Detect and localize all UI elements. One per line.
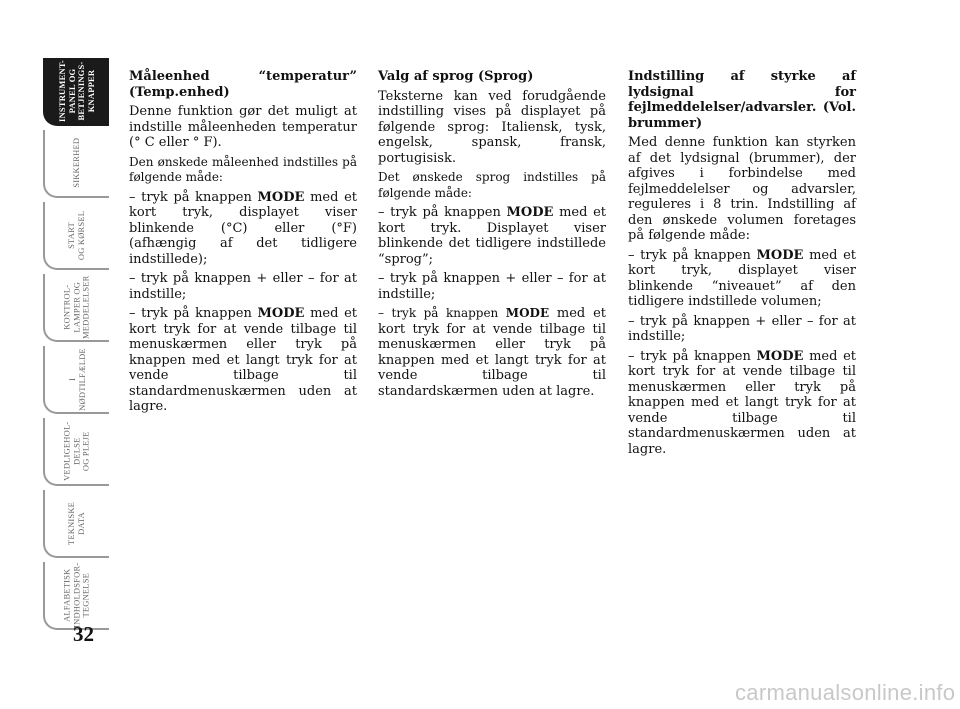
tab-tekniske-data[interactable] bbox=[43, 490, 109, 558]
instruction-step: – tryk på knappen + eller – for at indstille; bbox=[378, 271, 606, 302]
paragraph: Den ønskede måleenhed indstilles på følgende måde: bbox=[129, 154, 357, 184]
mode-key-label: MODE bbox=[257, 189, 305, 205]
instruction-step bbox=[129, 190, 357, 268]
instruction-step bbox=[378, 205, 606, 267]
paragraph: Denne funktion gør det muligt at indstille måleenheden temperatur (° C eller ° F). bbox=[129, 104, 357, 150]
section-heading: Måleenhed “temperatur” (Temp.enhed) bbox=[129, 69, 357, 100]
tab-sikkerhed[interactable] bbox=[43, 130, 109, 198]
tab-start-og-korsel[interactable] bbox=[43, 202, 109, 270]
step-text: med et kort tryk for at vende tilbage til menuskærmen eller tryk på knappen med et langt tryk for at vende tilbage til standardmenuskærmen uden at lagre. bbox=[129, 306, 357, 414]
watermark: carmanualsonline.info bbox=[735, 680, 956, 705]
column-temperature bbox=[129, 69, 357, 419]
step-text: med et kort tryk, displayet viser blinkende (°C) eller (°F) (afhængig af det tidligere indstillede); bbox=[129, 189, 357, 267]
mode-key-label: MODE bbox=[257, 306, 305, 321]
tab-label: VEDLIGEHOL- DELSE OG PLEJE bbox=[61, 421, 91, 481]
tab-label: KONTROL- LAMPER OG MEDDELELSER bbox=[61, 275, 91, 339]
paragraph: Med denne funktion kan styrken af det lydsignal (brummer), der afgives i forbindelse med fejlmeddelelser og advarsler, reguleres i 8 trin. Indstilling af den ønskede volumen foretages på følgende måde: bbox=[628, 135, 856, 243]
step-text: med et kort tryk. Displayet viser blinkende det tidligere indstillede “sprog”; bbox=[378, 205, 606, 267]
tab-nodtilfaelde[interactable] bbox=[43, 346, 109, 414]
step-text: – tryk på knappen bbox=[378, 205, 507, 220]
tab-vedligeholdelse[interactable] bbox=[43, 418, 109, 486]
tab-kontrollamper[interactable] bbox=[43, 274, 109, 342]
step-text: med et kort tryk for at vende tilbage til menuskærmen eller tryk på knappen med et langt tryk for at vende tilbage til standardskærmen uden at lagre. bbox=[378, 306, 606, 399]
tab-label: I NØDTILFÆLDE bbox=[66, 347, 86, 411]
tab-label: ALFABETISK INDHOLDSFOR- TEGNELSE bbox=[61, 562, 91, 628]
section-heading: Indstilling af styrke af lydsignal for fejlmeddelelser/advarsler. (Vol. brummer) bbox=[628, 69, 856, 131]
step-text: – tryk på knappen bbox=[129, 189, 258, 205]
mode-key-label: MODE bbox=[756, 247, 804, 263]
step-text: – tryk på knappen bbox=[129, 306, 258, 321]
step-text: med et kort tryk, displayet viser blinkende “niveauet” af den tidligere indstillede volumen; bbox=[628, 247, 856, 309]
tab-label: INSTRUMENT- PANEL OG BETJENINGS- KNAPPER bbox=[57, 60, 96, 122]
instruction-step: – tryk på knappen + eller – for at indstille; bbox=[129, 271, 357, 302]
step-text: med et kort tryk for at vende tilbage til menuskærmen eller tryk på knappen med et langt tryk for at vende tilbage til standardmenuskærmen uden at lagre. bbox=[628, 348, 856, 457]
tab-label: SIKKERHED bbox=[71, 138, 82, 188]
instruction-step bbox=[628, 349, 856, 458]
instruction-step bbox=[129, 306, 357, 415]
column-language bbox=[378, 69, 606, 403]
column-buzzer-volume bbox=[628, 69, 856, 461]
tab-indholdsfortegnelse[interactable] bbox=[43, 562, 109, 630]
instruction-step: – tryk på knappen + eller – for at indstille; bbox=[628, 313, 856, 344]
step-text: – tryk på knappen bbox=[628, 247, 757, 263]
mode-key-label: MODE bbox=[505, 306, 550, 320]
tab-label: TEKNISKE DATA bbox=[66, 501, 86, 545]
page-number: 32 bbox=[73, 622, 94, 646]
paragraph: Det ønskede sprog indstilles på følgende måde: bbox=[378, 170, 606, 200]
section-heading: Valg af sprog (Sprog) bbox=[378, 69, 534, 84]
instruction-step bbox=[378, 306, 606, 399]
instruction-step bbox=[628, 248, 856, 310]
mode-key-label: MODE bbox=[506, 205, 554, 220]
chapter-sidebar bbox=[43, 58, 109, 634]
tab-instrumentpanel[interactable] bbox=[43, 58, 109, 126]
step-text: – tryk på knappen bbox=[628, 348, 757, 364]
step-text: – tryk på knappen bbox=[378, 306, 506, 320]
paragraph: Teksterne kan ved forudgående indstilling vises på displayet på følgende sprog: Italiensk, tysk, engelsk, spansk, fransk, portugisisk. bbox=[378, 88, 606, 166]
tab-label: START OG KØRSEL bbox=[66, 210, 86, 260]
mode-key-label: MODE bbox=[756, 348, 804, 364]
